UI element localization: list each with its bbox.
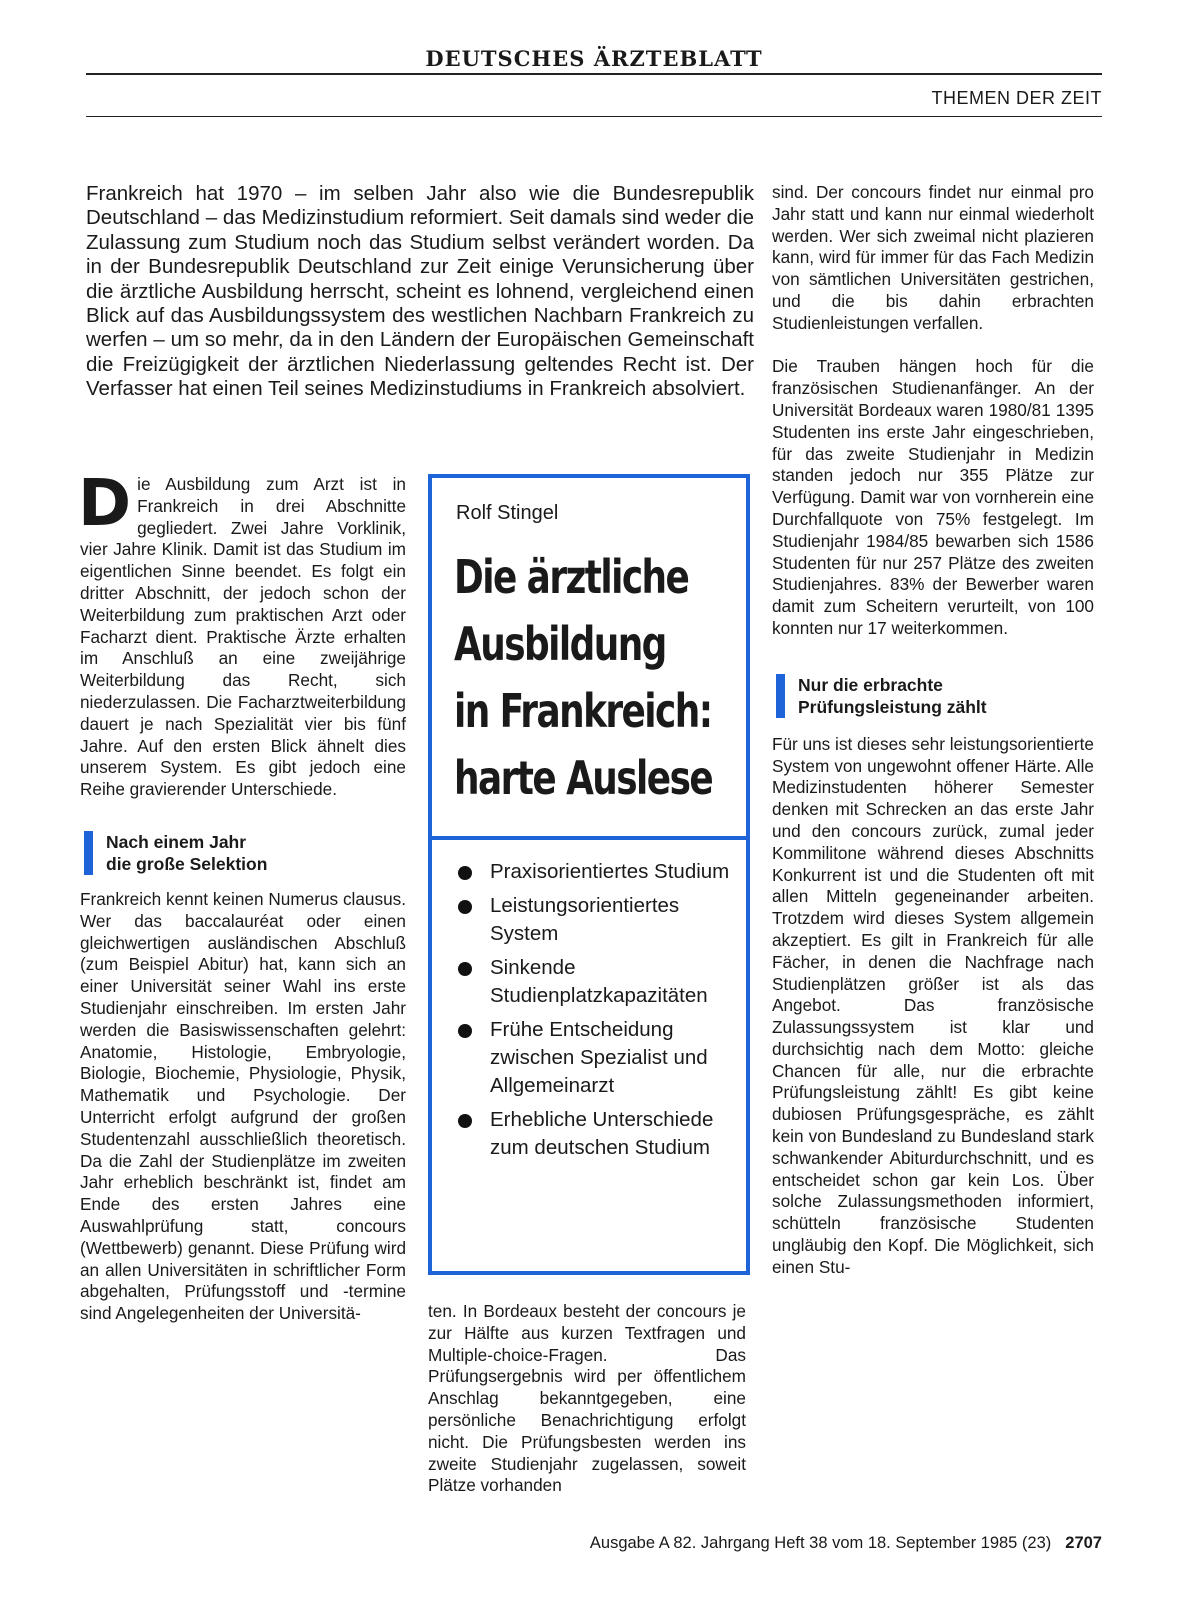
paragraph-text: ie Ausbildung zum Arzt ist in Frankreich in drei Abschnitte gegliedert. Zwei Jahre Vorklinik, vier Jahre Klinik. Damit ist das Studium im eigentlichen Sinne beendet. Es folgt ein dritter Abschnitt, der jedoch schon der Weiterbildung zum praktischen Arzt oder Facharzt dient. Praktische Ärzte erhalten im Anschluß an eine zweijährige Weiterbildung das Recht, sich niederzulassen. Die Facharztweiterbildung dauert je nach Spezialität vier bis fünf Jahre. Auf den ersten Blick ähnelt dies unserem System. Es gibt jedoch eine Reihe gravierender Unterschiede. (80, 474, 406, 800)
bullet-icon (458, 1024, 472, 1038)
box-divider (432, 836, 746, 840)
subheading-line: die große Selektion (106, 853, 268, 874)
bullet-icon (458, 1114, 472, 1128)
issue-info: Ausgabe A 82. Jahrgang Heft 38 vom 18. September 1985 (23) (589, 1534, 1052, 1552)
summary-item-text: Praxisorientiertes Studium (490, 860, 730, 883)
headline-line: harte Auslese (454, 751, 713, 805)
paragraph: Für uns ist dieses sehr leistungsorientierte System von ungewohnt offener Härte. Alle Medizinstudenten höherer Semester denken mit Schrecken an das erste Jahr und den concours zurück, zumal jeder Kommilitone während dieses Abschnitts Konkurrent ist und die Studenten oft mit allen Mitteln gegeneinander arbeiten. Trotzdem wird dieses System allgemein akzeptiert. Es gilt in Frankreich für alle Fächer, in denen die Nachfrage nach Studienplätzen größer ist als das Angebot. Das französische Zulassungssystem ist klar und durchsichtig nach dem Motto: gleiche Chancen für alle, nur die erbrachte Prüfungsleistung zählt! Es gibt keine dubiosen Prüfungsgespräche, es zählt kein von Bundesland zu Bundesland stark schwankender Abiturdurchschnitt, und es entscheidet schon gar kein Los. Über solche Zulassungsmethoden informiert, schütteln französische Studenten ungläubig den Kopf. Die Möglichkeit, sich einen Stu- (772, 733, 1094, 1277)
headline (454, 544, 713, 812)
subheading (772, 674, 1094, 718)
masthead-rule (86, 73, 1102, 75)
paragraph: ten. In Bordeaux besteht der concours je zur Hälfte aus kurzen Textfragen und Multiple-choice-Fragen. Das Prüfungsergebnis wird per öffentlichem Anschlag bekanntgegeben, eine persönliche Benachrichtigung erfolgt nicht. Die Prüfungsbesten werden ins zweite Studienjahr zugelassen, soweit Plätze vorhanden (428, 1301, 746, 1496)
summary-item-text: Leistungsorientiertes System (490, 894, 680, 945)
paragraph: Frankreich kennt keinen Numerus clausus. Wer das baccalauréat oder einen gleichwertigen ausländischen Abschluß (zum Beispiel Abitur) hat, kann sich an einer Universität seiner Wahl ins erste Studienjahr einschreiben. Im ersten Jahr werden die Basiswissenschaften gelehrt: Anatomie, Histologie, Embryologie, Biologie, Biochemie, Physiologie, Physik, Mathematik und Psychologie. Der Unterricht erfolgt aufgrund der großen Studentenzahl ausschließlich theoretisch. Da die Zahl der Studienplätze im zweiten Jahr erheblich beschränkt ist, findet am Ende des ersten Jahres eine Auswahlprüfung statt, concours (Wettbewerb) genannt. Diese Prüfung wird an allen Universitäten in schriftlicher Form abgehalten, Prüfungsstoff und -termine sind Angelegenheiten der Universitä- (80, 888, 406, 1324)
drop-cap: D (78, 467, 132, 541)
section-label: THEMEN DER ZEIT (931, 88, 1102, 108)
summary-item (458, 1016, 738, 1100)
masthead: DEUTSCHES ÄRZTEBLATT (425, 46, 763, 71)
summary-item (458, 858, 738, 886)
summary-item (458, 1106, 738, 1162)
intro-text: Frankreich hat 1970 – im selben Jahr also wie die Bundesrepublik Deutschland – das Medizinstudium reformiert. Seit damals sind weder die Zulassung zum Studium noch das Studium selbst verändert worden. Da in der Bundesrepublik Deutschland zur Zeit einige Verunsicherung über die ärztliche Ausbildung herrscht, scheint es lohnend, vergleichend einen Blick auf das Ausbildungssystem des westlichen Nachbarn Frankreich zu werfen – um so mehr, da in den Ländern der Europäischen Gemeinschaft die Freizügigkeit der ärztlichen Niederlassung geltendes Recht ist. Der Verfasser hat einen Teil seines Medizinstudiums in Frankreich absolviert. (86, 182, 754, 401)
subheading-bar (84, 831, 93, 875)
subheading-line: Nach einem Jahr (106, 831, 247, 852)
summary-list (458, 858, 738, 1168)
headline-line: Ausbildung (454, 617, 666, 671)
author: Rolf Stingel (456, 502, 559, 524)
bullet-icon (458, 900, 472, 914)
bullet-icon (458, 962, 472, 976)
subheading (80, 831, 406, 875)
header-rule (86, 116, 1102, 117)
summary-item (458, 954, 738, 1010)
paragraph (78, 467, 406, 801)
headline-line: Die ärztliche (454, 550, 689, 604)
page-number: 2707 (1065, 1534, 1102, 1552)
column-1 (78, 467, 406, 1325)
paragraph: Die Trauben hängen hoch für die französischen Studienanfänger. An der Universität Bordeaux waren 1980/81 1395 Studenten ins erste Jahr eingeschrieben, für das zweite Studienjahr in Medizin standen jedoch nur 355 Plätze zur Verfügung. Damit war von vornherein eine Durchfallquote von 75% festgelegt. Im Studienjahr 1984/85 bewarben sich 1586 Studenten für nur 257 Plätze des zweiten Studienjahres. 83% der Bewerber waren damit zum Scheitern verurteilt, von 100 konnten nur 17 weiterkommen. (772, 356, 1094, 638)
summary-item-text: Frühe Entscheidung zwischen Spezialist und Allgemeinarzt (490, 1018, 708, 1097)
subheading-bar (776, 674, 785, 718)
footer (590, 1534, 1102, 1553)
summary-item-text: Sinkende Studienplatzkapazitäten (490, 956, 708, 1007)
paragraph: sind. Der concours findet nur einmal pro Jahr statt und kann nur einmal wiederholt werden. Wer sich zweimal nicht plazieren kann, wird für immer für das Fach Medizin von sämtlichen Universitäten gestrichen, und die bis dahin erbrachten Studienleistungen verfallen. (772, 182, 1094, 333)
title-box (428, 474, 750, 1275)
summary-item (458, 892, 738, 948)
subheading-line: Prüfungsleistung zählt (798, 696, 987, 717)
column-2 (428, 1301, 746, 1497)
bullet-icon (458, 866, 472, 880)
summary-item-text: Erhebliche Unterschiede zum deutschen Studium (490, 1108, 714, 1159)
headline-line: in Frankreich: (454, 684, 712, 738)
subheading-line: Nur die erbrachte (798, 674, 943, 695)
column-3 (772, 182, 1094, 1279)
